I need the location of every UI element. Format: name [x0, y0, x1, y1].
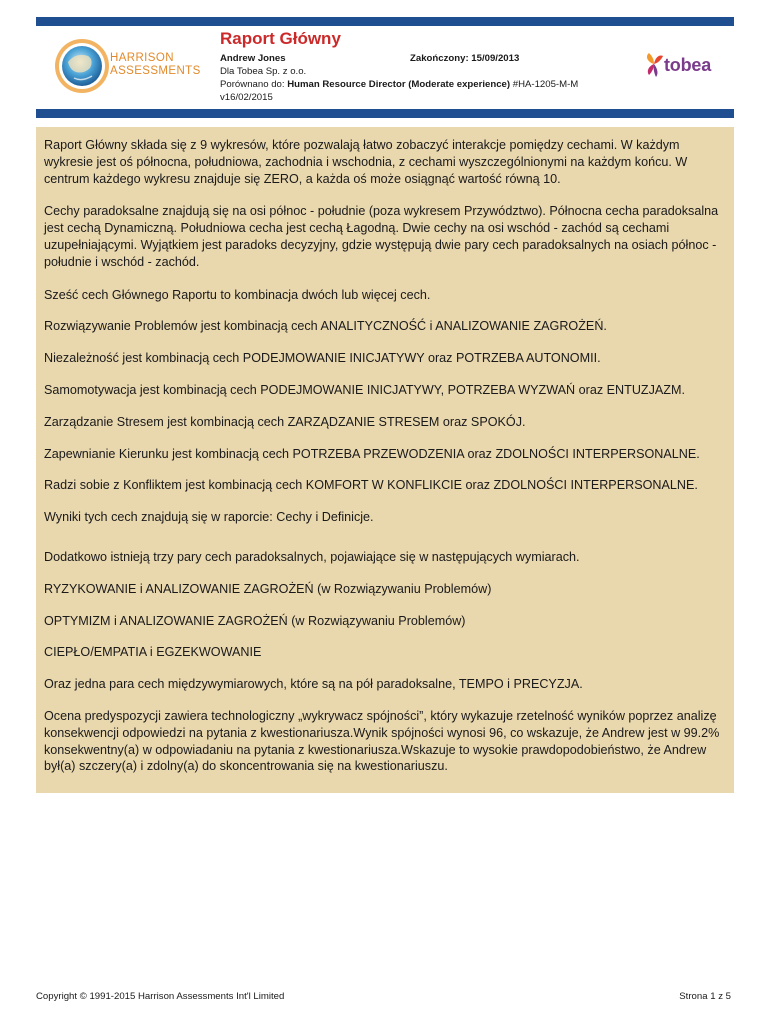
paradox-pair-1: RYZYKOWANIE i ANALIZOWANIE ZAGROŻEŃ (w Rozwiązywaniu Problemów) [44, 581, 492, 596]
paragraph-additional: Dodatkowo istnieją trzy pary cech paradoksalnych, pojawiające się w następujących wymiarach. [44, 549, 580, 564]
comparison-role: Human Resource Director (Moderate experience) [287, 79, 511, 90]
comparison-line [220, 79, 578, 91]
footer-copyright: Copyright © 1991-2015 Harrison Assessments Int'l Limited [36, 991, 285, 1002]
harrison-logo-text: HARRISON ASSESSMENTS [110, 52, 201, 77]
paragraph-cross-dimension: Oraz jedna para cech międzywymiarowych, które są na pół paradoksalne, TEMPO i PRECYZJA. [44, 677, 583, 692]
harrison-assessments-logo [54, 38, 201, 96]
company-line: Dla Tobea Sp. z o.o. [220, 66, 307, 77]
paradox-pair-3: CIEPŁO/EMPATIA i EGZEKWOWANIE [44, 645, 262, 660]
header-top-bar [36, 17, 734, 26]
comparison-prefix: Porównano do: [220, 79, 288, 90]
paragraph-intro: Raport Główny składa się z 9 wykresów, które pozwalają łatwo zobaczyć interakcje pomiędzy cechami. W każdym wykresie jest oś północna, południowa, zachodnia i wschodnia, z cechami wyszczególnionymi na każdym końcu. W centrum każdego wykresu znajduje się ZERO, a każda oś może osiągnąć wartość równą 10. [44, 138, 688, 186]
paragraph-six-traits: Sześć cech Głównego Raportu to kombinacja dwóch lub więcej cech. [44, 287, 431, 302]
tobea-flower-icon [643, 50, 665, 80]
paragraph-results: Wyniki tych cech znajdują się w raporcie: Cechy i Definicje. [44, 510, 374, 525]
completed-date: Zakończony: 15/09/2013 [410, 53, 520, 64]
paragraph-paradox: Cechy paradoksalne znajdują się na osi północ - południe (poza wykresem Przywództwo). Północna cecha paradoksalna jest cechą Dynamiczną. Południowa cecha jest cechą Łagodną. Dwie cechy na osi wschód - zachód są cechami uzupełniającymi. Wyjątkiem jest paradoks decyzyjny, gdzie występują dwie pary cech paradoksalnych na osiach północ - południe i wschód - zachód. [44, 204, 719, 269]
report-title: Raport Główny [220, 29, 341, 48]
header-bottom-bar [36, 109, 734, 118]
paragraph-independence: Niezależność jest kombinacją cech PODEJMOWANIE INICJATYWY oraz POTRZEBA AUTONOMII. [44, 351, 601, 366]
tobea-logo [643, 50, 723, 80]
comparison-code: #HA-1205-M-M [510, 79, 579, 90]
content-panel [36, 127, 734, 793]
globe-icon [54, 38, 110, 94]
paragraph-self-motivation: Samomotywacja jest kombinacją cech PODEJMOWANIE INICJATYWY, POTRZEBA WYZWAŃ oraz ENTUZJAZM. [44, 382, 685, 397]
candidate-name: Andrew Jones [220, 53, 286, 64]
tobea-logo-text: tobea [664, 55, 712, 75]
paragraph-stress: Zarządzanie Stresem jest kombinacją cech ZARZĄDZANIE STRESEM oraz SPOKÓJ. [44, 414, 526, 429]
paragraph-direction: Zapewnianie Kierunku jest kombinacją cech POTRZEBA PRZEWODZENIA oraz ZDOLNOŚCI INTERPERSONALNE. [44, 446, 700, 461]
paragraph-conflict: Radzi sobie z Konfliktem jest kombinacją cech KOMFORT W KONFLIKCIE oraz ZDOLNOŚCI INTERPERSONALNE. [44, 478, 698, 493]
footer-page-number: Strona 1 z 5 [679, 991, 731, 1002]
paradox-pair-2: OPTYMIZM i ANALIZOWANIE ZAGROŻEŃ (w Rozwiązywaniu Problemów) [44, 613, 466, 628]
paragraph-consistency: Ocena predyspozycji zawiera technologiczny „wykrywacz spójności”, który wykazuje rzetelność wyników poprzez analizę konsekwencji odpowiedzi na pytania z kwestionariusza.Wynik spójności wynosi 96, co wskazuje, że Andrew jest w 99.2% konsekwentny(a) w odpowiadaniu na pytania z kwestionariusza.Wskazuje to wysokie prawdopodobieństwo, że Andrew był(a) szczery(a) i zdolny(a) do skoncentrowania się na kwestionariuszu. [44, 708, 720, 774]
version-line: v16/02/2015 [220, 92, 273, 103]
paragraph-problem-solving: Rozwiązywanie Problemów jest kombinacją cech ANALITYCZNOŚĆ i ANALIZOWANIE ZAGROŻEŃ. [44, 319, 607, 334]
